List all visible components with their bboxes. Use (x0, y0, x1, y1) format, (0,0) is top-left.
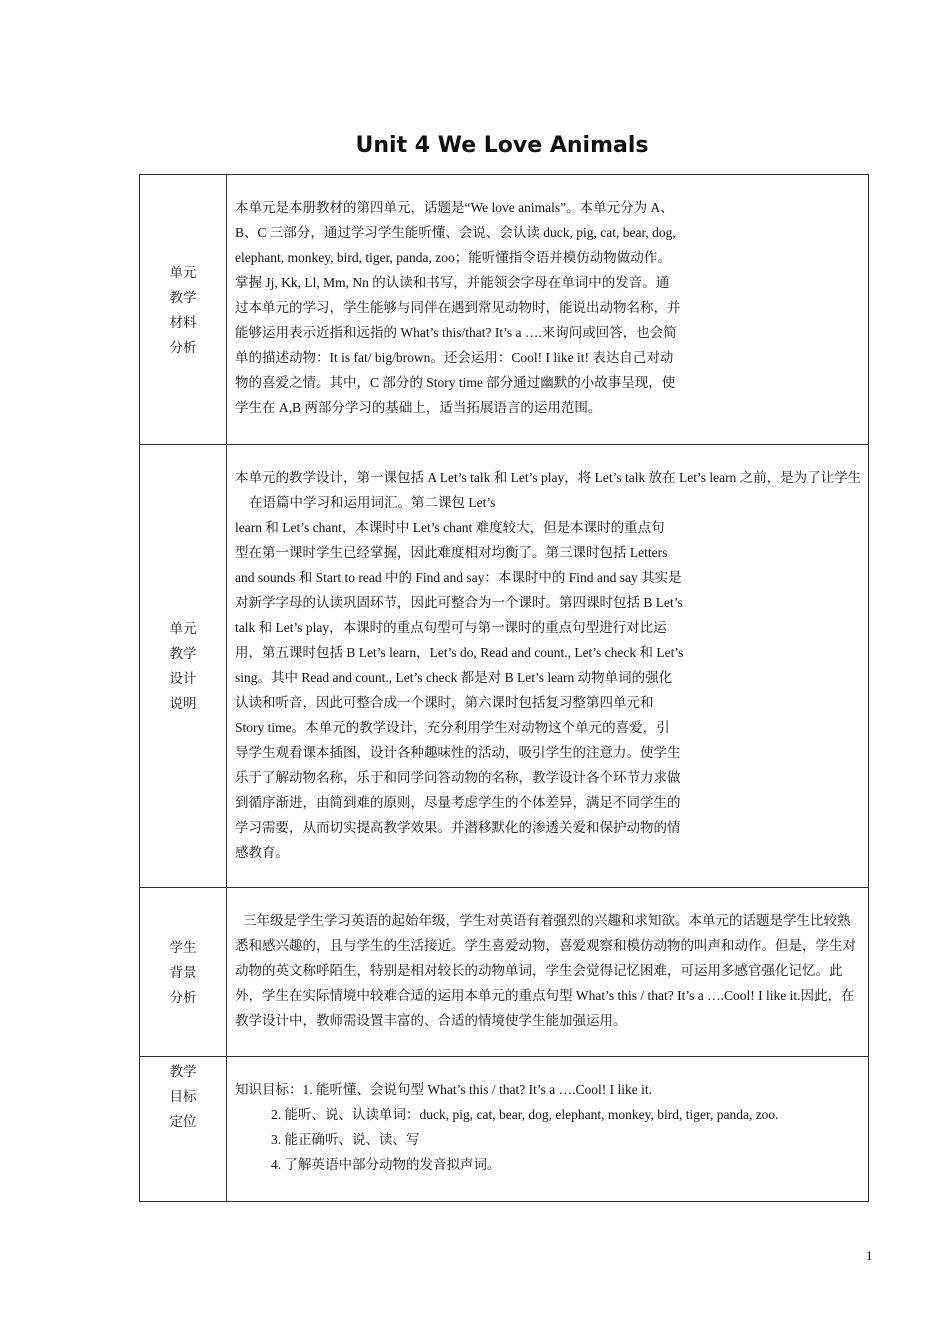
goal-heading: 知识目标：1. 能听懂、会说句型 What’s this / that? It’s a ….Cool! I like it. (235, 1082, 652, 1097)
text-line: Story time。本单元的教学设计，充分利用学生对动物这个单元的喜爱，引 (235, 720, 670, 735)
text-line: and sounds 和 Start to read 中的 Find and say：本课时中的 Find and say 其实是 (235, 570, 682, 585)
text-line: 物的喜爱之情。其中，C 部分的 Story time 部分通过幽默的小故事呈现，使 (235, 375, 676, 390)
text-line: 学生在 A,B 两部分学习的基础上，适当拓展语言的运用范围。 (235, 400, 602, 415)
section-label: 学生 背景 分析 (140, 888, 227, 1056)
text-line: 本单元是本册教材的第四单元，话题是“We love animals”。本单元分为 A、 (235, 200, 674, 215)
section-content (235, 195, 862, 420)
text-line: talk 和 Let’s play，本课时的重点句型可与第一课时的重点句型进行对比运 (235, 620, 667, 635)
text-line: 到循序渐进，由简到难的原则，尽量考虑学生的个体差异，满足不同学生的 (235, 795, 681, 810)
page-title: Unit 4 We Love Animals (355, 133, 649, 158)
text-paragraph: 三年级是学生学习英语的起始年级，学生对英语有着强烈的兴趣和求知欲。本单元的话题是学生比较熟悉和感兴趣的，且与学生的生活接近。学生喜爱动物，喜爱观察和模仿动物的叫声和动作。但是，学生对动物的英文称呼陌生，特别是相对较长的动物单词，学生会觉得记忆困难，可运用多感官强化记忆。此外，学生在实际情境中较难合适的运用本单元的重点句型 What’s this / that? It’s a ….Cool! I like it.因此，在教学设计中，教师需设置丰富的、合适的情境使学生能加强运用。 (235, 913, 856, 1028)
text-line: sing。其中 Read and count., Let’s check 都是对 B Let’s learn 动物单词的强化 (235, 670, 673, 685)
section-label: 单元 教学 材料 分析 (140, 175, 227, 444)
text-line: 单的描述动物：It is fat/ big/brown。还会运用：Cool! I like it! 表达自己对动 (235, 350, 674, 365)
text-line: B、C 三部分，通过学习学生能听懂、会说、会认读 duck, pig, cat, bear, dog, (235, 225, 676, 240)
goal-item: 2. 能听、说、认读单词：duck, pig, cat, bear, dog, elephant, monkey, bird, tiger, panda, zoo. (271, 1107, 779, 1122)
text-line: learn 和 Let’s chant，本课时中 Let’s chant 难度较大，但是本课时的重点句 (235, 520, 665, 535)
text-line: 用，第五课时包括 B Let’s learn，Let’s do, Read and count., Let’s check 和 Let’s (235, 645, 684, 660)
section-label: 单元 教学 设计 说明 (140, 445, 227, 887)
text-line: 掌握 Jj, Kk, Ll, Mm, Nn 的认读和书写，并能领会字母在单词中的发音。通 (235, 275, 670, 290)
page-number: 1 (866, 1248, 873, 1263)
text-line: 对新学字母的认读巩固环节，因此可整合为一个课时。第四课时包括 B Let’s (235, 595, 683, 610)
section-design-notes (140, 444, 868, 887)
goal-item: 4. 了解英语中部分动物的发音拟声词。 (271, 1157, 501, 1172)
text-line: 认读和听音，因此可整合成一个课时，第六课时包括复习整第四单元和 (235, 695, 654, 710)
section-label: 教学 目标 定位 (140, 1057, 227, 1201)
text-line: 过本单元的学习，学生能够与同伴在遇到常见动物时，能说出动物名称，并 (235, 300, 681, 315)
text-line: 乐于了解动物名称，乐于和同学问答动物的名称，教学设计各个环节力求做 (235, 770, 681, 785)
text-line: 学习需要，从而切实提高教学效果。并潜移默化的渗透关爱和保护动物的情 (235, 820, 681, 835)
text-line: 型在第一课时学生已经掌握，因此难度相对均衡了。第三课时包括 Letters (235, 545, 668, 560)
text-line: elephant, monkey, bird, tiger, panda, zoo；能听懂指令语并模仿动物做动作。 (235, 250, 671, 265)
text-line: 感教育。 (235, 845, 289, 860)
goal-item: 3. 能正确听、说、读、写 (271, 1132, 420, 1147)
lesson-plan-table (139, 174, 869, 1202)
text-line: 导学生观看课本插图，设计各种趣味性的活动，吸引学生的注意力。使学生 (235, 745, 681, 760)
section-material-analysis (140, 175, 868, 444)
text-line: 能够运用表示近指和远指的 What’s this/that? It’s a ….来询问或回答，也会简 (235, 325, 677, 340)
section-student-background (140, 887, 868, 1056)
section-content (235, 908, 862, 1033)
section-content (235, 465, 862, 865)
section-content (235, 1077, 862, 1177)
text-lead: 本单元的教学设计，第一课包括 A Let’s talk 和 Let’s play，将 Let’s talk 放在 Let’s learn 之前，是为了让学生在语篇中学习和运用词汇。第二课包 Let’s (235, 470, 862, 510)
section-teaching-goals (140, 1056, 868, 1201)
